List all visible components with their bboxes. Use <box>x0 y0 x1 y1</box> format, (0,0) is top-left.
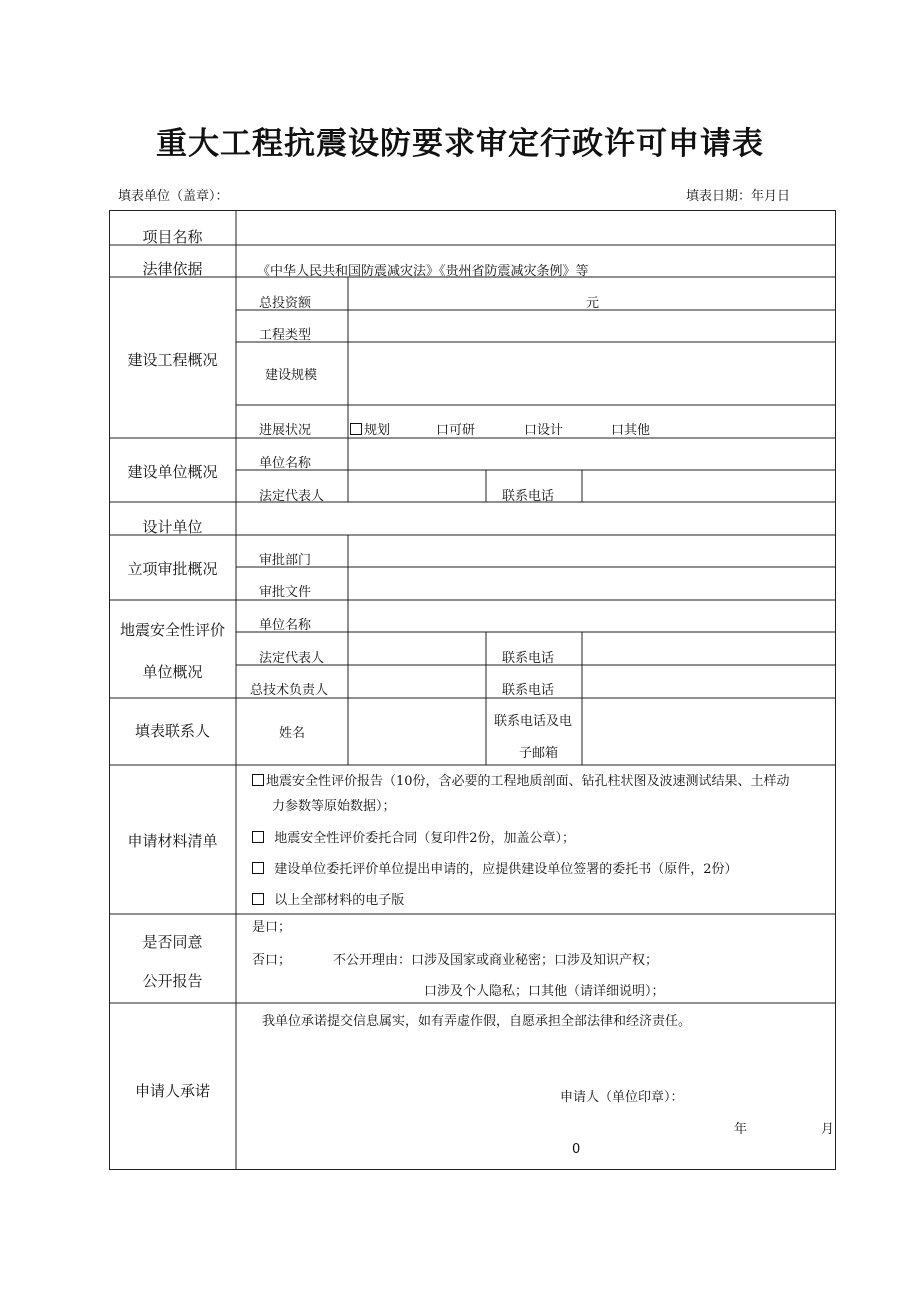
month-label: 月 <box>821 1122 835 1137</box>
year-label: 年 <box>734 1122 748 1137</box>
progress-label: 进展状况 <box>259 423 312 438</box>
builder-overview-label: 建设单位概况 <box>127 463 218 481</box>
checkbox-icon <box>252 893 264 905</box>
material-item-3[interactable]: 建设单位委托评价单位提出申请的，应提供建设单位签署的委托书（原件，2份） <box>252 858 738 877</box>
disclosure-yes[interactable]: 是口； <box>252 920 292 935</box>
progress-option-other[interactable]: 口其他 <box>611 423 651 438</box>
filler-contact-label: 填表联系人 <box>134 722 210 740</box>
material-item-2[interactable]: 地震安全性评价委托合同（复印件2份，加盖公章）； <box>252 827 575 846</box>
fill-date-label: 填表日期：年月日 <box>686 189 791 204</box>
approval-doc-label: 审批文件 <box>259 585 312 600</box>
approval-dept-label: 审批部门 <box>259 553 312 568</box>
day-zero: 0 <box>572 1142 581 1157</box>
project-type-label: 工程类型 <box>259 328 312 343</box>
applicant-seal-label: 申请人（单位印章）： <box>560 1090 684 1105</box>
checkbox-icon <box>252 774 264 786</box>
disclosure-no-reason-2: 口涉及个人隐私；口其他（请详细说明）； <box>424 984 665 999</box>
builder-legal-rep-label: 法定代表人 <box>259 489 325 504</box>
phone-email-label-line2: 子邮箱 <box>519 746 559 761</box>
legal-basis-value: 《中华人民共和国防震减灾法》《贵州省防震减灾条例》等 <box>257 264 589 279</box>
approval-overview-label: 立项审批概况 <box>127 560 218 578</box>
application-form-table <box>109 210 836 1170</box>
commitment-text: 我单位承诺提交信息属实，如有弄虚作假，自愿承担全部法律和经济责任。 <box>262 1014 692 1029</box>
total-investment-label: 总投资额 <box>259 296 312 311</box>
design-unit-label: 设计单位 <box>142 518 203 536</box>
legal-basis-label: 法律依据 <box>142 260 203 278</box>
disclosure-label-line1: 是否同意 <box>142 933 203 951</box>
checkbox-icon <box>252 831 264 843</box>
builder-unit-name-label: 单位名称 <box>259 456 312 471</box>
fill-unit-label: 填表单位（盖章）： <box>118 189 229 204</box>
materials-label: 申请材料清单 <box>127 832 218 850</box>
material-item-1-cont: 力参数等原始数据）； <box>272 799 396 814</box>
progress-option-design[interactable]: 口设计 <box>524 423 564 438</box>
disclosure-no[interactable]: 否口； <box>252 953 292 968</box>
page-title: 重大工程抗震设防要求审定行政许可申请表 <box>156 126 764 162</box>
eval-contact-phone-label: 联系电话 <box>502 651 555 666</box>
currency-unit: 元 <box>586 296 600 311</box>
filler-name-label: 姓名 <box>279 726 306 741</box>
material-item-1[interactable]: 地震安全性评价报告（10份，含必要的工程地质剖面、钻孔柱状图及波速测试结果、土样动 <box>252 770 790 789</box>
checkbox-icon <box>252 862 264 874</box>
progress-option-feasibility[interactable]: 口可研 <box>436 423 476 438</box>
eval-legal-rep-label: 法定代表人 <box>259 651 325 666</box>
material-item-4[interactable]: 以上全部材料的电子版 <box>252 889 404 908</box>
progress-option-plan[interactable]: 规划 <box>350 419 390 438</box>
construction-scale-label: 建设规模 <box>265 368 318 383</box>
eval-unit-name-label: 单位名称 <box>259 618 312 633</box>
disclosure-no-reason: 不公开理由：口涉及国家或商业秘密；口涉及知识产权； <box>333 953 659 968</box>
disclosure-label-line2: 公开报告 <box>142 972 203 990</box>
commitment-label: 申请人承诺 <box>134 1082 210 1100</box>
checkbox-icon <box>350 423 362 435</box>
construction-overview-label: 建设工程概况 <box>127 351 218 369</box>
chief-tech-phone-label: 联系电话 <box>502 683 555 698</box>
eval-unit-label-line2: 单位概况 <box>142 663 203 681</box>
eval-unit-label-line1: 地震安全性评价 <box>119 621 225 639</box>
project-name-label: 项目名称 <box>142 228 203 246</box>
chief-tech-label: 总技术负责人 <box>250 683 329 698</box>
phone-email-label-line1: 联系电话及电 <box>494 714 573 729</box>
builder-contact-phone-label: 联系电话 <box>502 489 555 504</box>
